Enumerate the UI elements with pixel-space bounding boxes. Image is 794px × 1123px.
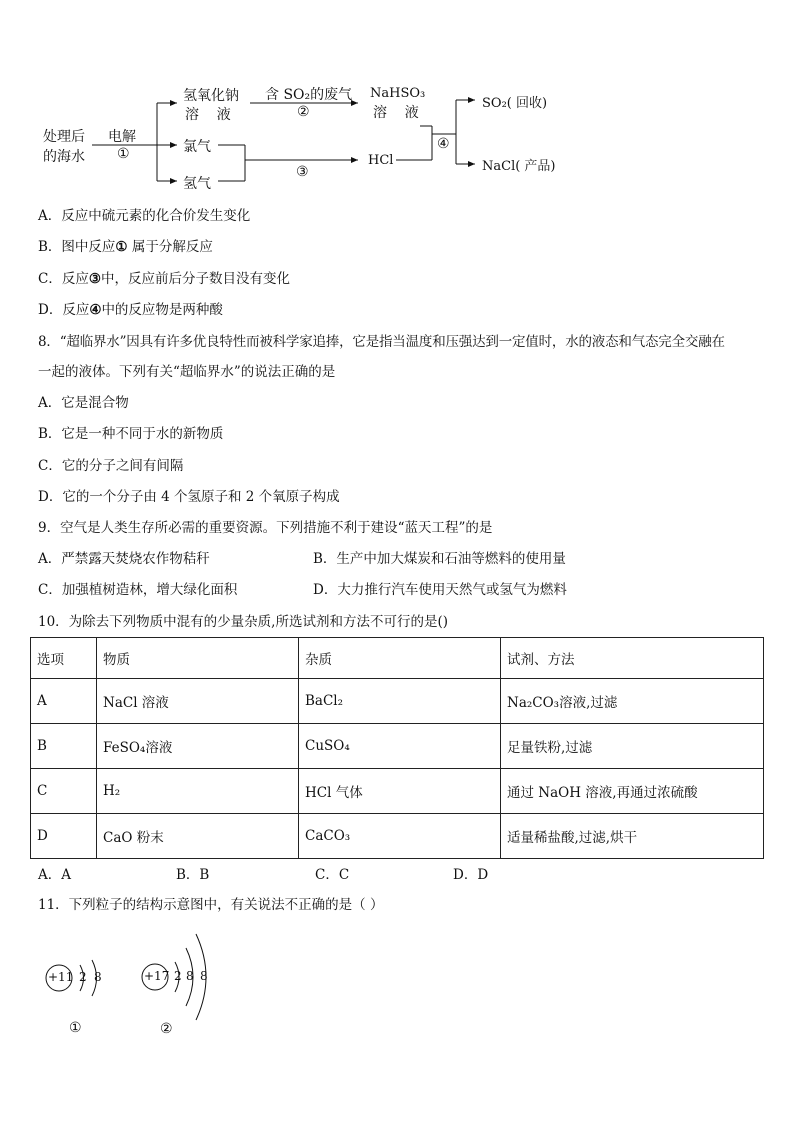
- table-cell: BaCl₂: [299, 679, 501, 724]
- q8-stem-line1: 8．“超临界水”因具有许多优良特性而被科学家追捧，它是指当温度和压强达到一定值时，水的液态和气态完全交融在: [38, 334, 725, 350]
- table-row: [31, 679, 764, 724]
- q7-option-c-pre: C．反应: [38, 271, 89, 287]
- flow-naoh-line1: 氢氧化钠: [183, 88, 239, 104]
- q10-answer-d: D．D: [453, 867, 489, 883]
- q10-stem: 10．为除去下列物质中混有的少量杂质,所选试剂和方法不可行的是(): [38, 614, 449, 630]
- flow-nahso3-line1: NaHSO₃: [370, 86, 426, 101]
- q7-option-c-post: 中，反应前后分子数目没有变化: [100, 271, 290, 287]
- q8-option-c: C．它的分子之间有间隔: [38, 458, 184, 474]
- atom-1-shell-2-count: 8: [94, 970, 102, 984]
- flow-so2-recycle-label: SO₂( 回收): [482, 96, 548, 111]
- q7-option-c: [38, 269, 290, 289]
- table-cell: B: [31, 724, 97, 769]
- atom-2-nucleus-charge: +17: [144, 969, 170, 983]
- flow-step2-label: ②: [297, 104, 310, 120]
- q9-stem: 9．空气是人类生存所必需的重要资源。下列措施不利于建设“蓝天工程”的是: [38, 520, 493, 536]
- table-cell: H₂: [97, 769, 299, 814]
- flow-step4-label: ④: [437, 136, 450, 152]
- table-cell: 足量铁粉,过滤: [501, 724, 764, 769]
- q7-option-d-post: 中的反应物是两种酸: [101, 302, 223, 318]
- flow-nahso3-line2: 溶 液: [373, 105, 419, 121]
- q10-answer-b: B．B: [176, 867, 210, 883]
- table-cell: 通过 NaOH 溶液,再通过浓硫酸: [501, 769, 764, 814]
- atom-1-nucleus-charge: +11: [48, 970, 74, 984]
- q11-stem: 11．下列粒子的结构示意图中，有关说法不正确的是（ ）: [38, 897, 384, 913]
- atom-structure-diagram-2: [138, 930, 228, 1040]
- flow-hydrogen-label: 氢气: [183, 176, 211, 192]
- table-row: [31, 769, 764, 814]
- q7-option-d-num: ④: [89, 302, 102, 318]
- q9-option-a: A．严禁露天焚烧农作物秸秆: [38, 551, 210, 567]
- q9-option-d: D．大力推行汽车使用天然气或氢气为燃料: [313, 582, 567, 598]
- table-cell: HCl 气体: [299, 769, 501, 814]
- process-flowchart: [0, 78, 794, 198]
- table-row: [31, 724, 764, 769]
- flow-source-line1: 处理后: [43, 129, 85, 145]
- q9-option-c: C．加强植树造林，增大绿化面积: [38, 582, 238, 598]
- atom-2-shell-2-count: 8: [186, 969, 194, 983]
- table-cell: CaO 粉末: [97, 814, 299, 859]
- table-cell: NaCl 溶液: [97, 679, 299, 724]
- table-cell: D: [31, 814, 97, 859]
- table-cell: A: [31, 679, 97, 724]
- atom-1-shell-1-count: 2: [79, 970, 87, 984]
- q10-answer-c: C．C: [315, 867, 350, 883]
- table-header-cell: 选项: [31, 638, 97, 679]
- q8-option-a: A．它是混合物: [38, 395, 129, 411]
- q10-options-table: [30, 637, 764, 859]
- q7-option-b-num: ①: [115, 239, 128, 255]
- table-cell: CuSO₄: [299, 724, 501, 769]
- q7-option-d: [38, 300, 223, 320]
- flow-so2-gas-label: 含 SO₂的废气: [265, 87, 353, 103]
- flow-step3-label: ③: [296, 164, 309, 180]
- table-cell: Na₂CO₃溶液,过滤: [501, 679, 764, 724]
- q7-option-d-pre: D．反应: [38, 302, 90, 318]
- q8-stem-line2: 一起的液体。下列有关“超临界水”的说法正确的是: [38, 364, 336, 380]
- flow-hcl-label: HCl: [368, 153, 394, 168]
- table-header-cell: 杂质: [299, 638, 501, 679]
- flow-source-line2: 的海水: [43, 149, 85, 165]
- flow-naoh-line2: 溶 液: [185, 107, 231, 123]
- table-cell: 适量稀盐酸,过滤,烘干: [501, 814, 764, 859]
- table-header-row: [31, 638, 764, 679]
- q9-option-b: B．生产中加大煤炭和石油等燃料的使用量: [313, 551, 566, 567]
- flow-nacl-product-label: NaCl( 产品): [482, 159, 556, 174]
- flow-chlorine-label: 氯气: [183, 139, 211, 155]
- atom-2-label: ②: [160, 1021, 173, 1037]
- table-cell: CaCO₃: [299, 814, 501, 859]
- table-cell: FeSO₄溶液: [97, 724, 299, 769]
- atom-1-label: ①: [69, 1020, 82, 1036]
- flow-electrolysis-label: 电解: [108, 129, 136, 145]
- table-cell: C: [31, 769, 97, 814]
- q8-option-b: B．它是一种不同于水的新物质: [38, 426, 224, 442]
- q7-option-c-num: ③: [88, 271, 101, 287]
- table-header-cell: 试剂、方法: [501, 638, 764, 679]
- q7-option-a: A．反应中硫元素的化合价发生变化: [38, 208, 251, 224]
- table-header-cell: 物质: [97, 638, 299, 679]
- q10-answer-a: A．A: [38, 867, 71, 883]
- q7-option-b-post: 属于分解反应: [131, 239, 213, 255]
- atom-2-shell-3-count: 8: [200, 969, 208, 983]
- flow-step1-label: ①: [117, 146, 130, 162]
- atom-structure-diagram-1: [40, 950, 120, 1040]
- q7-option-b: [38, 237, 213, 257]
- table-row: [31, 814, 764, 859]
- q8-option-d: D．它的一个分子由 4 个氢原子和 2 个氧原子构成: [38, 489, 340, 505]
- q7-option-b-pre: B．图中反应: [38, 239, 116, 255]
- atom-2-shell-1-count: 2: [174, 969, 182, 983]
